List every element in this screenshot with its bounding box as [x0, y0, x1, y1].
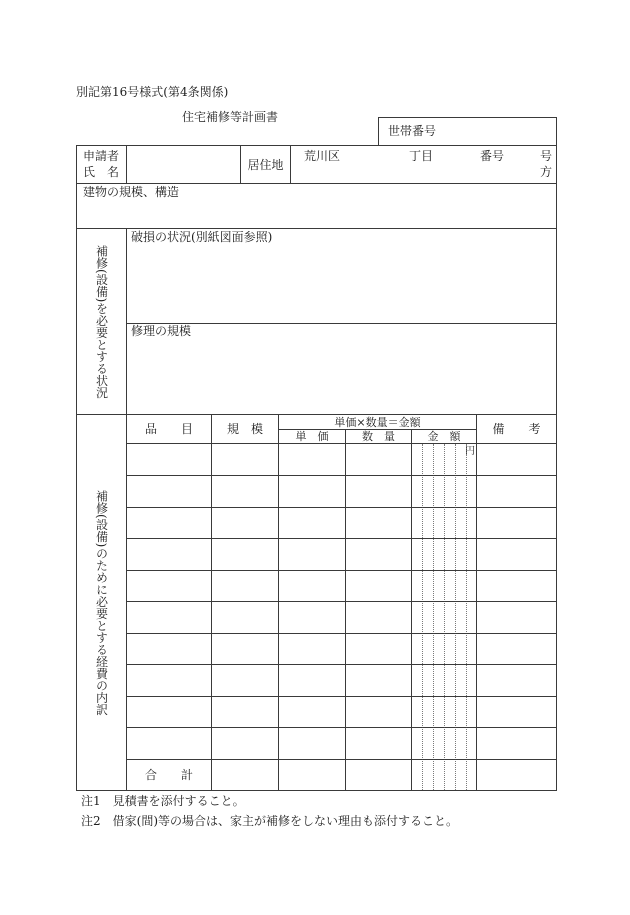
- cost-row-5-unit-price-cell: [278, 570, 346, 602]
- note-2: 注2 借家(間)等の場合は、家主が補修をしない理由も添付すること。: [81, 814, 459, 828]
- damage-status-label: 破損の状況(別紙図面参照): [131, 230, 273, 244]
- cost-row-7-item-cell: [126, 633, 212, 665]
- condition-side-wrap: [77, 229, 126, 414]
- cost-row-9-scale-cell: [211, 696, 279, 728]
- cost-row-3-unit-price-cell: [278, 507, 346, 539]
- cost-row-4-scale-cell: [211, 538, 279, 571]
- cost-row-6-unit-price-cell: [278, 601, 346, 634]
- cost-row-6-amount-cell: [411, 601, 477, 634]
- cost-row-2-quantity-cell: [345, 475, 412, 508]
- total-row-quantity-cell: [345, 759, 412, 791]
- cost-row-3-remarks-cell: [476, 507, 557, 539]
- header-remarks-text: 備 考: [492, 422, 541, 436]
- cost-row-1-remarks-cell: [476, 443, 557, 476]
- total-row-remarks-cell: [476, 759, 557, 791]
- total-row-amount-cell: [411, 759, 477, 791]
- address-go: 号: [540, 149, 553, 163]
- header-item-text: 品 目: [144, 422, 193, 436]
- cost-row-3-item-cell: [126, 507, 212, 539]
- cost-row-10-scale-cell: [211, 727, 279, 760]
- residence-label-cell: [240, 145, 291, 184]
- residence-label: 居住地: [247, 157, 284, 172]
- applicant-name-field: [126, 145, 241, 184]
- cost-row-4-remarks-cell: [476, 538, 557, 571]
- condition-side-cell: [76, 228, 127, 415]
- cost-side-label: 補修(設備)のために必要とする経費の内訳: [94, 489, 109, 716]
- header-quantity-cell: [345, 429, 412, 444]
- cost-row-10-quantity-cell: [345, 727, 412, 760]
- header-scale-text: 規 模: [226, 422, 263, 436]
- address-kata: 方: [540, 165, 553, 179]
- household-number-box: [378, 117, 557, 146]
- cost-row-8-remarks-cell: [476, 664, 557, 697]
- cost-row-7-unit-price-cell: [278, 633, 346, 665]
- header-quantity-text: 数 量: [362, 430, 395, 443]
- header-item-cell: [126, 414, 212, 444]
- cost-row-10-unit-price-cell: [278, 727, 346, 760]
- header-amount-text: 金 額: [427, 430, 461, 443]
- cost-row-2-scale-cell: [211, 475, 279, 508]
- total-row-item-text: 合 計: [144, 768, 193, 782]
- cost-row-9-item-cell: [126, 696, 212, 728]
- address-ward: 荒川区: [304, 149, 341, 163]
- cost-row-1-unit-price-cell: [278, 443, 346, 476]
- cost-row-6-item-cell: [126, 601, 212, 634]
- cost-row-3-quantity-cell: [345, 507, 412, 539]
- cost-row-8-scale-cell: [211, 664, 279, 697]
- cost-row-1-item-cell: [126, 443, 212, 476]
- cost-row-1-quantity-cell: [345, 443, 412, 476]
- cost-row-9-remarks-cell: [476, 696, 557, 728]
- cost-row-9-amount-cell: [411, 696, 477, 728]
- address-chome: 丁目: [409, 149, 434, 163]
- cost-side-wrap: [77, 415, 126, 790]
- cost-row-2-item-cell: [126, 475, 212, 508]
- cost-row-6-scale-cell: [211, 601, 279, 634]
- header-formula-text: 単価×数量＝金額: [334, 415, 421, 429]
- header-unit-price-cell: [278, 429, 346, 444]
- cost-row-9-quantity-cell: [345, 696, 412, 728]
- cost-row-7-quantity-cell: [345, 633, 412, 665]
- header-amount-cell: [411, 429, 477, 444]
- cost-row-2-unit-price-cell: [278, 475, 346, 508]
- condition-side-label: 補修(設備)を必要とする状況: [94, 244, 109, 399]
- cost-row-8-amount-cell: [411, 664, 477, 697]
- header-unit-price-text: 単 価: [295, 430, 329, 443]
- cost-row-9-unit-price-cell: [278, 696, 346, 728]
- cost-row-10-remarks-cell: [476, 727, 557, 760]
- form-reference: 別記第16号様式(第4条関係): [76, 85, 229, 99]
- cost-row-6-remarks-cell: [476, 601, 557, 634]
- cost-row-1-scale-cell: [211, 443, 279, 476]
- building-structure-label: 建物の規模、構造: [83, 185, 180, 199]
- note-1: 注1 見積書を添付すること。: [81, 794, 245, 808]
- form-title: 住宅補修等計画書: [182, 110, 279, 124]
- cost-row-8-unit-price-cell: [278, 664, 346, 697]
- cost-row-8-item-cell: [126, 664, 212, 697]
- cost-row-5-quantity-cell: [345, 570, 412, 602]
- cost-row-4-unit-price-cell: [278, 538, 346, 571]
- cost-side-cell: [76, 414, 127, 791]
- total-row-unit-price-cell: [278, 759, 346, 791]
- total-row-item-cell: [126, 759, 212, 791]
- address-field: [290, 145, 557, 184]
- cost-row-3-scale-cell: [211, 507, 279, 539]
- cost-row-5-remarks-cell: [476, 570, 557, 602]
- applicant-label-cell: [76, 145, 127, 184]
- address-number: 番号: [480, 149, 505, 163]
- cost-row-10-amount-cell: [411, 727, 477, 760]
- applicant-label: 申請者: [83, 149, 120, 163]
- cost-row-4-quantity-cell: [345, 538, 412, 571]
- cost-row-1-amount-cell: [411, 443, 477, 476]
- cost-row-2-remarks-cell: [476, 475, 557, 508]
- cost-row-10-item-cell: [126, 727, 212, 760]
- cost-row-4-item-cell: [126, 538, 212, 571]
- cost-row-7-remarks-cell: [476, 633, 557, 665]
- cost-row-2-amount-cell: [411, 475, 477, 508]
- building-structure-field: [76, 183, 557, 229]
- cost-row-6-quantity-cell: [345, 601, 412, 634]
- repair-scale-label: 修理の規模: [131, 324, 192, 338]
- cost-row-8-quantity-cell: [345, 664, 412, 697]
- name-label: 氏 名: [83, 165, 120, 179]
- household-number-label: 世帯番号: [388, 124, 437, 138]
- cost-row-5-amount-cell: [411, 570, 477, 602]
- repair-scale-field: [126, 323, 557, 415]
- header-scale-cell: [211, 414, 279, 444]
- cost-row-7-amount-cell: [411, 633, 477, 665]
- cost-row-3-amount-cell: [411, 507, 477, 539]
- total-row-scale-cell: [211, 759, 279, 791]
- cost-row-7-scale-cell: [211, 633, 279, 665]
- header-remarks-cell: [476, 414, 557, 444]
- yen-unit-label: 円: [465, 446, 475, 457]
- header-formula-cell: [278, 414, 477, 430]
- cost-row-5-scale-cell: [211, 570, 279, 602]
- cost-row-4-amount-cell: [411, 538, 477, 571]
- damage-status-field: [126, 228, 557, 324]
- cost-row-5-item-cell: [126, 570, 212, 602]
